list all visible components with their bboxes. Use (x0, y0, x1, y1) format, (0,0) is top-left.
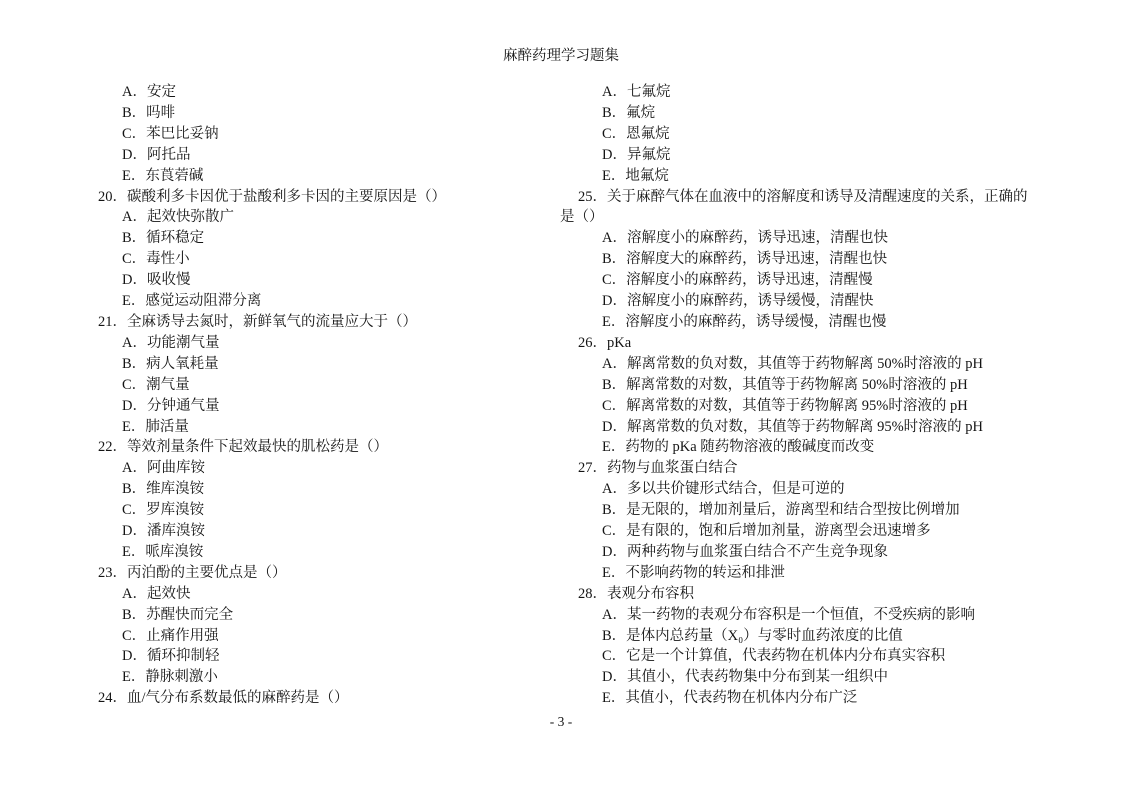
option-line: D．循环抑制轻 (122, 648, 220, 665)
option-line: C．解离常数的对数，其值等于药物解离 95%时溶液的 pH (602, 397, 968, 414)
option-line: E．静脉刺激小 (122, 669, 218, 686)
option-line: B．氟烷 (602, 104, 656, 121)
questions-left-column (80, 82, 550, 709)
option-line: E．溶解度小的麻醉药，诱导缓慢，清醒也慢 (602, 313, 887, 330)
option-line: A．某一药物的表观分布容积是一个恒值，不受疾病的影响 (602, 606, 975, 623)
option-line: C．止痛作用强 (122, 627, 219, 644)
option-line: C．毒性小 (122, 251, 190, 268)
question-line-wrap: 是（） (560, 209, 604, 226)
option-line: D．溶解度小的麻醉药，诱导缓慢，清醒快 (602, 293, 874, 310)
option-line: B．是无限的，增加剂量后，游离型和结合型按比例增加 (602, 502, 960, 519)
option-line: A．功能潮气量 (122, 334, 220, 351)
page-number: - 3 - (549, 714, 573, 729)
option-line: D．其值小，代表药物集中分布到某一组织中 (602, 669, 888, 686)
option-line: D．两种药物与血浆蛋白结合不产生竞争现象 (602, 543, 888, 560)
option-line: A．起效快弥散广 (122, 209, 234, 226)
option-line: A．起效快 (122, 585, 191, 602)
option-line: C．苯巴比妥钠 (122, 125, 219, 142)
option-line: E．地氟烷 (602, 167, 669, 184)
option-line: B．病人氧耗量 (122, 355, 219, 372)
option-line: C．是有限的，饱和后增加剂量，游离型会迅速增多 (602, 523, 931, 540)
option-line: D．吸收慢 (122, 272, 191, 289)
question-line: 21．全麻诱导去氮时，新鲜氧气的流量应大于（） (98, 313, 417, 330)
option-line: B．溶解度大的麻醉药，诱导迅速，清醒也快 (602, 251, 888, 268)
option-line: A．溶解度小的麻醉药，诱导迅速，清醒也快 (602, 230, 888, 247)
option-line: E．东莨菪碱 (122, 167, 204, 184)
option-line: A．解离常数的负对数，其值等于药物解离 50%时溶液的 pH (602, 355, 984, 372)
question-line: 26．pKa (578, 334, 632, 351)
option-line: A．安定 (122, 84, 176, 100)
question-line: 23．丙泊酚的主要优点是（） (98, 564, 287, 581)
option-line: B．苏醒快而完全 (122, 606, 234, 623)
question-line: 20．碳酸利多卡因优于盐酸利多卡因的主要原因是（） (98, 188, 446, 205)
question-line: 24．血/气分布系数最低的麻醉药是（） (98, 690, 349, 707)
option-line: A．多以共价键形式结合，但是可逆的 (602, 481, 845, 498)
option-line: A．七氟烷 (602, 84, 671, 100)
option-line: D．分钟通气量 (122, 397, 220, 414)
option-line: B．吗啡 (122, 104, 176, 121)
option-line: B．是体内总药量（X₀）与零时血药浓度的比值 (602, 627, 903, 644)
option-line: A．阿曲库铵 (122, 460, 205, 477)
question-line: 22．等效剂量条件下起效最快的肌松药是（） (98, 439, 388, 456)
option-line: D．解离常数的负对数，其值等于药物解离 95%时溶液的 pH (602, 418, 984, 435)
option-line: C．溶解度小的麻醉药，诱导迅速，清醒慢 (602, 272, 873, 289)
option-line: C．它是一个计算值，代表药物在机体内分布真实容积 (602, 648, 946, 665)
question-line: 28．表观分布容积 (578, 585, 694, 602)
option-line: E．肺活量 (122, 418, 189, 435)
option-line: E．其值小，代表药物在机体内分布广泛 (602, 690, 858, 707)
option-line: D．潘库溴铵 (122, 523, 205, 540)
option-line: D．异氟烷 (602, 146, 671, 163)
option-line: E．感觉运动阻滞分离 (122, 293, 262, 310)
option-line: C．潮气量 (122, 376, 190, 393)
option-line: C．罗库溴铵 (122, 502, 205, 519)
option-line: E．不影响药物的转运和排泄 (602, 564, 785, 581)
question-line: 27．药物与血浆蛋白结合 (578, 460, 738, 477)
document-title: 麻醉药理学习题集 (503, 48, 619, 64)
option-line: B．循环稳定 (122, 230, 205, 247)
option-line: B．解离常数的对数，其值等于药物解离 50%时溶液的 pH (602, 376, 968, 393)
question-line: 25．关于麻醉气体在血液中的溶解度和诱导及清醒速度的关系，正确的 (578, 188, 1028, 205)
option-line: E．哌库溴铵 (122, 543, 204, 560)
option-line: D．阿托品 (122, 146, 191, 163)
option-line: C．恩氟烷 (602, 125, 670, 142)
option-line: B．维库溴铵 (122, 481, 205, 498)
questions-right-column (560, 82, 1038, 709)
option-line: E．药物的 pKa 随药物溶液的酸碱度而改变 (602, 439, 875, 456)
